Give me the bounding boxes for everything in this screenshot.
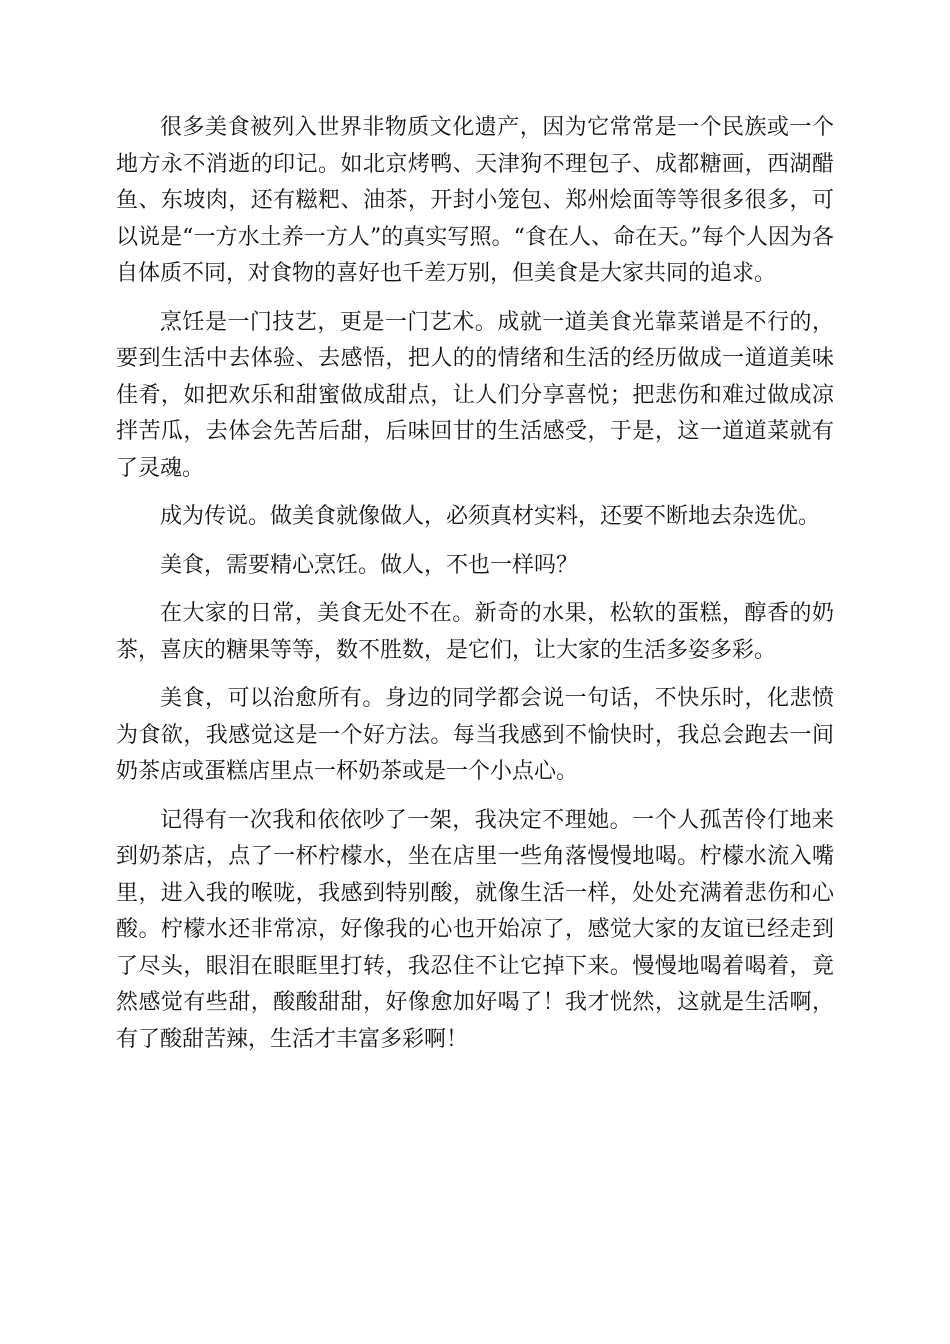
paragraph-5: 在大家的日常，美食无处不在。新奇的水果，松软的蛋糕，醇香的奶茶，喜庆的糖果等等，数不胜数，是它们，让大家的生活多姿多彩。 [116,601,834,663]
document-body [116,110,834,1070]
paragraph-4: 美食，需要精心烹饪。做人，不也一样吗？ [160,552,579,578]
paragraph-2: 烹饪是一门技艺，更是一门艺术。成就一道美食光靠菜谱是不行的，要到生活中去体验、去感悟，把人的的情绪和生活的经历做成一道道美味佳肴，如把欢乐和甜蜜做成甜点，让人们分享喜悦；把悲伤和难过做成凉拌苦瓜，去体会先苦后甜，后味回甘的生活感受，于是，这一道道菜就有了灵魂。 [116,309,834,481]
paragraph-1: 很多美食被列入世界非物质文化遗产，因为它常常是一个民族或一个地方永不消逝的印记。如北京烤鸭、天津狗不理包子、成都糖画，西湖醋鱼、东坡肉，还有糍粑、油茶，开封小笼包、郑州烩面等等很多很多，可以说是“一方水土养一方人”的真实写照。“食在人、命在天。”每个人因为各自体质不同，对食物的喜好也千差万别，但美食是大家共同的追求。 [116,115,834,286]
paragraph-6: 美食，可以治愈所有。身边的同学都会说一句话，不快乐时，化悲愤为食欲，我感觉这是一个好方法。每当我感到不愉快时，我总会跑去一间奶茶店或蛋糕店里点一杯奶茶或是一个小点心。 [116,686,834,784]
paragraph-3: 成为传说。做美食就像做人，必须真材实料，还要不断地去杂选优。 [160,504,821,529]
paragraph-7: 记得有一次我和依依吵了一架，我决定不理她。一个人孤苦伶仃地来到奶茶店，点了一杯柠檬水，坐在店里一些角落慢慢地喝。柠檬水流入嘴里，进入我的喉咙，我感到特别酸，就像生活一样，处处充满着悲伤和心酸。柠檬水还非常凉，好像我的心也开始凉了，感觉大家的友谊已经走到了尽头，眼泪在眼眶里打转，我忍住不让它掉下来。慢慢地喝着喝着，竟然感觉有些甜，酸酸甜甜，好像愈加好喝了！我才恍然，这就是生活啊，有了酸甜苦辣，生活才丰富多彩啊！ [116,807,834,1052]
